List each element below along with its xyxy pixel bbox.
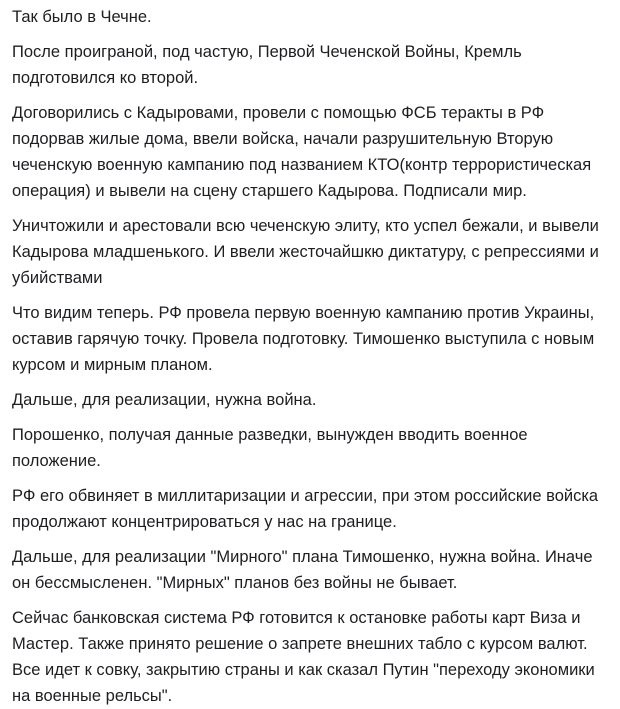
post-paragraph: Порошенко, получая данные разведки, вынужден вводить военное положение.: [12, 426, 528, 470]
post-paragraph: Дальше, для реализации "Мирного" плана Тимошенко, нужна война. Иначе он бессмысленен. "Мирных" планов без войны не бывает.: [12, 548, 593, 592]
post-paragraph: Уничтожили и арестовали всю чеченскую элиту, кто успел бежали, и вывели Кадырова младшенького. И ввели жесточайшкю диктатуру, с репрессиями и убийствами: [12, 217, 599, 287]
post-paragraph: Дальше, для реализации, нужна война.: [12, 391, 317, 409]
post-paragraph: РФ его обвиняет в миллитаризации и агрессии, при этом российские войска продолжают концентрироваться у нас на границе.: [12, 487, 599, 531]
post-paragraph: Так было в Чечне.: [12, 8, 152, 26]
post-paragraph: Что видим теперь. РФ провела первую военную кампанию против Украины, оставив гарячую точку. Провела подготовку. Тимошенко выступила с новым курсом и мирным планом.: [12, 304, 595, 374]
post-paragraph: После проиграной, под частую, Первой Чеченской Войны, Кремль подготовился ко второй.: [12, 43, 522, 87]
post-paragraph: Договорились с Кадыровами, провели с помощью ФСБ теракты в РФ подорвав жилые дома, ввели войска, начали разрушительную Вторую чеченскую военную кампанию под названием КТО(контр террористическая операция) и вывели на сцену старшего Кадырова. Подписали мир.: [12, 104, 592, 200]
post-paragraph: Сейчас банковская система РФ готовится к остановке работы карт Виза и Мастер. Также принято решение о запрете внешних табло с курсом валют. Все идет к совку, закрытию страны и как сказал Путин "переходу экономики на военные рельсы".: [12, 609, 595, 705]
